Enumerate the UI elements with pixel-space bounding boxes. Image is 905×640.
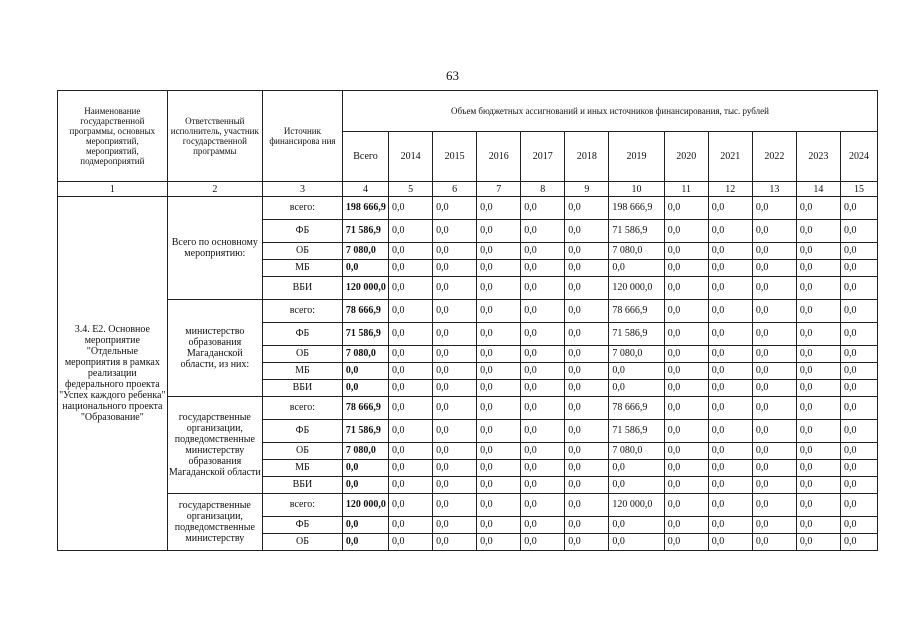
funding-source: ФБ (262, 420, 342, 443)
year-value: 0,0 (840, 443, 877, 460)
year-value: 0,0 (664, 443, 708, 460)
year-value: 0,0 (609, 460, 664, 477)
year-value: 0,0 (565, 346, 609, 363)
column-index: 7 (477, 182, 521, 197)
year-value: 0,0 (708, 477, 752, 494)
year-value: 0,0 (752, 494, 796, 517)
year-value: 0,0 (609, 534, 664, 551)
total-value: 0,0 (342, 460, 388, 477)
year-value: 0,0 (840, 517, 877, 534)
column-index: 8 (521, 182, 565, 197)
year-value: 0,0 (796, 197, 840, 220)
header-year: 2024 (840, 132, 877, 182)
year-value: 7 080,0 (609, 243, 664, 260)
year-value: 0,0 (664, 494, 708, 517)
year-value: 0,0 (477, 260, 521, 277)
year-value: 0,0 (796, 494, 840, 517)
year-value: 0,0 (708, 363, 752, 380)
year-value: 0,0 (796, 420, 840, 443)
responsible-executor: министерство образования Магаданской области, из них: (167, 300, 262, 397)
year-value: 0,0 (565, 460, 609, 477)
year-value: 0,0 (796, 460, 840, 477)
year-value: 0,0 (664, 460, 708, 477)
year-value: 0,0 (389, 460, 433, 477)
year-value: 0,0 (389, 346, 433, 363)
total-value: 71 586,9 (342, 420, 388, 443)
year-value: 0,0 (752, 443, 796, 460)
funding-source: всего: (262, 494, 342, 517)
year-value: 0,0 (521, 420, 565, 443)
funding-source: ОБ (262, 534, 342, 551)
header-year: 2019 (609, 132, 664, 182)
year-value: 0,0 (521, 477, 565, 494)
year-value: 0,0 (433, 220, 477, 243)
year-value: 0,0 (389, 517, 433, 534)
year-value: 0,0 (664, 363, 708, 380)
year-value: 0,0 (477, 534, 521, 551)
header-volume: Объем бюджетных ассигнований и иных источников финансирования, тыс. рублей (342, 91, 877, 132)
year-value: 0,0 (752, 363, 796, 380)
year-value: 0,0 (752, 477, 796, 494)
year-value: 0,0 (521, 243, 565, 260)
year-value: 0,0 (664, 220, 708, 243)
year-value: 0,0 (521, 494, 565, 517)
column-index: 13 (752, 182, 796, 197)
year-value: 0,0 (609, 380, 664, 397)
year-value: 0,0 (609, 477, 664, 494)
year-value: 0,0 (521, 277, 565, 300)
year-value: 0,0 (477, 300, 521, 323)
year-value: 7 080,0 (609, 443, 664, 460)
year-value: 0,0 (389, 494, 433, 517)
header-source: Источник финансирова ния (262, 91, 342, 182)
page-number: 63 (446, 68, 459, 83)
year-value: 78 666,9 (609, 300, 664, 323)
year-value: 0,0 (664, 477, 708, 494)
responsible-executor: Всего по основному мероприятию: (167, 197, 262, 300)
column-index: 14 (796, 182, 840, 197)
year-value: 0,0 (433, 260, 477, 277)
year-value: 0,0 (389, 243, 433, 260)
funding-source: МБ (262, 260, 342, 277)
year-value: 0,0 (433, 346, 477, 363)
total-value: 0,0 (342, 477, 388, 494)
year-value: 0,0 (708, 460, 752, 477)
year-value: 0,0 (752, 534, 796, 551)
year-value: 0,0 (565, 197, 609, 220)
header-year: 2018 (565, 132, 609, 182)
year-value: 0,0 (752, 460, 796, 477)
year-value: 0,0 (565, 260, 609, 277)
year-value: 0,0 (565, 420, 609, 443)
year-value: 0,0 (433, 300, 477, 323)
year-value: 0,0 (521, 346, 565, 363)
year-value: 0,0 (752, 300, 796, 323)
funding-source: всего: (262, 397, 342, 420)
funding-source: ВБИ (262, 277, 342, 300)
year-value: 0,0 (708, 443, 752, 460)
year-value: 0,0 (565, 494, 609, 517)
year-value: 0,0 (433, 534, 477, 551)
year-value: 0,0 (708, 300, 752, 323)
funding-source: МБ (262, 363, 342, 380)
responsible-executor: государственные организации, подведомственные министерству (167, 494, 262, 551)
column-index: 10 (609, 182, 664, 197)
year-value: 0,0 (521, 220, 565, 243)
year-value: 0,0 (752, 220, 796, 243)
column-index: 3 (262, 182, 342, 197)
year-value: 0,0 (708, 380, 752, 397)
total-value: 78 666,9 (342, 397, 388, 420)
year-value: 0,0 (565, 363, 609, 380)
total-value: 71 586,9 (342, 323, 388, 346)
year-value: 0,0 (752, 197, 796, 220)
year-value: 0,0 (477, 420, 521, 443)
year-value: 0,0 (521, 260, 565, 277)
year-value: 0,0 (796, 380, 840, 397)
column-index: 4 (342, 182, 388, 197)
total-value: 71 586,9 (342, 220, 388, 243)
year-value: 0,0 (708, 420, 752, 443)
total-value: 7 080,0 (342, 346, 388, 363)
year-value: 0,0 (840, 323, 877, 346)
year-value: 120 000,0 (609, 494, 664, 517)
total-value: 198 666,9 (342, 197, 388, 220)
header-year: 2023 (796, 132, 840, 182)
table-row (58, 397, 878, 420)
year-value: 0,0 (840, 346, 877, 363)
budget-table (57, 90, 878, 551)
year-value: 0,0 (664, 197, 708, 220)
funding-source: ФБ (262, 220, 342, 243)
year-value: 0,0 (477, 220, 521, 243)
year-value: 198 666,9 (609, 197, 664, 220)
total-value: 0,0 (342, 260, 388, 277)
year-value: 0,0 (840, 534, 877, 551)
total-value: 120 000,0 (342, 277, 388, 300)
column-index: 2 (167, 182, 262, 197)
year-value: 0,0 (664, 534, 708, 551)
year-value: 0,0 (433, 494, 477, 517)
year-value: 0,0 (752, 260, 796, 277)
year-value: 0,0 (477, 494, 521, 517)
measure-name: 3.4. Е2. Основное мероприятие "Отдельные мероприятия в рамках реализации федерального проекта "Успех каждого ребенка" национального проекта "Образование" (58, 197, 168, 551)
year-value: 0,0 (840, 477, 877, 494)
year-value: 0,0 (796, 517, 840, 534)
year-value: 0,0 (389, 397, 433, 420)
year-value: 0,0 (477, 397, 521, 420)
header-name: Наименование государственной программы, основных мероприятий, мероприятий, подмероприятий (58, 91, 168, 182)
header-year: 2017 (521, 132, 565, 182)
year-value: 0,0 (565, 243, 609, 260)
funding-source: ВБИ (262, 380, 342, 397)
year-value: 0,0 (752, 517, 796, 534)
year-value: 0,0 (433, 363, 477, 380)
year-value: 0,0 (840, 494, 877, 517)
total-value: 78 666,9 (342, 300, 388, 323)
column-index: 1 (58, 182, 168, 197)
year-value: 0,0 (565, 443, 609, 460)
budget-table-container (57, 90, 878, 551)
year-value: 0,0 (664, 260, 708, 277)
year-value: 0,0 (521, 300, 565, 323)
total-value: 7 080,0 (342, 243, 388, 260)
total-value: 0,0 (342, 380, 388, 397)
header-year: 2022 (752, 132, 796, 182)
year-value: 0,0 (796, 300, 840, 323)
year-value: 0,0 (796, 443, 840, 460)
year-value: 0,0 (433, 323, 477, 346)
year-value: 0,0 (521, 460, 565, 477)
header-total: Всего (342, 132, 388, 182)
year-value: 0,0 (433, 420, 477, 443)
year-value: 0,0 (433, 243, 477, 260)
year-value: 0,0 (389, 260, 433, 277)
year-value: 0,0 (752, 380, 796, 397)
header-year: 2016 (477, 132, 521, 182)
year-value: 0,0 (796, 363, 840, 380)
total-value: 0,0 (342, 534, 388, 551)
year-value: 0,0 (433, 380, 477, 397)
funding-source: всего: (262, 300, 342, 323)
total-value: 0,0 (342, 363, 388, 380)
year-value: 0,0 (477, 277, 521, 300)
year-value: 0,0 (521, 197, 565, 220)
year-value: 0,0 (664, 300, 708, 323)
year-value: 0,0 (708, 277, 752, 300)
header-year: 2020 (664, 132, 708, 182)
year-value: 0,0 (752, 420, 796, 443)
year-value: 0,0 (521, 397, 565, 420)
year-value: 0,0 (796, 220, 840, 243)
year-value: 0,0 (521, 363, 565, 380)
year-value: 0,0 (664, 323, 708, 346)
year-value: 0,0 (477, 346, 521, 363)
column-index: 5 (389, 182, 433, 197)
year-value: 0,0 (389, 420, 433, 443)
funding-source: ФБ (262, 323, 342, 346)
year-value: 0,0 (477, 443, 521, 460)
funding-source: ОБ (262, 346, 342, 363)
year-value: 0,0 (708, 494, 752, 517)
year-value: 0,0 (796, 534, 840, 551)
year-value: 0,0 (389, 300, 433, 323)
year-value: 0,0 (521, 380, 565, 397)
year-value: 0,0 (433, 460, 477, 477)
year-value: 0,0 (840, 260, 877, 277)
year-value: 71 586,9 (609, 323, 664, 346)
year-value: 0,0 (565, 477, 609, 494)
year-value: 0,0 (477, 243, 521, 260)
year-value: 0,0 (752, 243, 796, 260)
year-value: 0,0 (664, 517, 708, 534)
year-value: 0,0 (840, 460, 877, 477)
year-value: 0,0 (477, 380, 521, 397)
funding-source: ВБИ (262, 477, 342, 494)
year-value: 0,0 (840, 397, 877, 420)
year-value: 0,0 (433, 517, 477, 534)
year-value: 0,0 (840, 243, 877, 260)
year-value: 0,0 (389, 443, 433, 460)
year-value: 0,0 (433, 443, 477, 460)
year-value: 0,0 (708, 220, 752, 243)
year-value: 0,0 (389, 277, 433, 300)
column-index: 9 (565, 182, 609, 197)
year-value: 0,0 (708, 260, 752, 277)
year-value: 0,0 (609, 517, 664, 534)
year-value: 120 000,0 (609, 277, 664, 300)
column-index: 6 (433, 182, 477, 197)
year-value: 0,0 (433, 397, 477, 420)
year-value: 0,0 (840, 300, 877, 323)
column-index: 12 (708, 182, 752, 197)
year-value: 0,0 (796, 323, 840, 346)
funding-source: ФБ (262, 517, 342, 534)
year-value: 0,0 (477, 477, 521, 494)
funding-source: всего: (262, 197, 342, 220)
year-value: 0,0 (708, 397, 752, 420)
total-value: 0,0 (342, 517, 388, 534)
year-value: 0,0 (389, 197, 433, 220)
year-value: 0,0 (708, 534, 752, 551)
year-value: 0,0 (796, 277, 840, 300)
total-value: 120 000,0 (342, 494, 388, 517)
year-value: 0,0 (565, 380, 609, 397)
responsible-executor: государственные организации, подведомственные министерству образования Магаданской области (167, 397, 262, 494)
year-value: 0,0 (565, 517, 609, 534)
year-value: 0,0 (565, 277, 609, 300)
year-value: 0,0 (477, 363, 521, 380)
column-index: 15 (840, 182, 877, 197)
year-value: 0,0 (840, 197, 877, 220)
year-value: 7 080,0 (609, 346, 664, 363)
year-value: 0,0 (752, 346, 796, 363)
year-value: 0,0 (389, 220, 433, 243)
year-value: 0,0 (521, 517, 565, 534)
year-value: 0,0 (708, 517, 752, 534)
funding-source: МБ (262, 460, 342, 477)
funding-source: ОБ (262, 243, 342, 260)
year-value: 0,0 (433, 477, 477, 494)
year-value: 0,0 (796, 397, 840, 420)
year-value: 0,0 (840, 380, 877, 397)
year-value: 0,0 (565, 534, 609, 551)
year-value: 71 586,9 (609, 220, 664, 243)
table-row (58, 197, 878, 220)
year-value: 0,0 (433, 277, 477, 300)
year-value: 78 666,9 (609, 397, 664, 420)
year-value: 71 586,9 (609, 420, 664, 443)
header-responsible: Ответственный исполнитель, участник государственной программы (167, 91, 262, 182)
year-value: 0,0 (664, 346, 708, 363)
year-value: 0,0 (664, 277, 708, 300)
year-value: 0,0 (389, 477, 433, 494)
year-value: 0,0 (389, 380, 433, 397)
year-value: 0,0 (521, 323, 565, 346)
year-value: 0,0 (477, 323, 521, 346)
year-value: 0,0 (708, 346, 752, 363)
year-value: 0,0 (565, 397, 609, 420)
year-value: 0,0 (565, 323, 609, 346)
year-value: 0,0 (477, 460, 521, 477)
column-index: 11 (664, 182, 708, 197)
year-value: 0,0 (752, 323, 796, 346)
year-value: 0,0 (433, 197, 477, 220)
year-value: 0,0 (840, 363, 877, 380)
year-value: 0,0 (796, 260, 840, 277)
year-value: 0,0 (477, 517, 521, 534)
year-value: 0,0 (708, 243, 752, 260)
year-value: 0,0 (664, 397, 708, 420)
year-value: 0,0 (708, 197, 752, 220)
year-value: 0,0 (664, 243, 708, 260)
header-year: 2021 (708, 132, 752, 182)
year-value: 0,0 (752, 277, 796, 300)
year-value: 0,0 (521, 443, 565, 460)
table-row (58, 300, 878, 323)
year-value: 0,0 (521, 534, 565, 551)
year-value: 0,0 (752, 397, 796, 420)
year-value: 0,0 (664, 420, 708, 443)
year-value: 0,0 (840, 220, 877, 243)
year-value: 0,0 (389, 534, 433, 551)
year-value: 0,0 (389, 363, 433, 380)
year-value: 0,0 (609, 363, 664, 380)
year-value: 0,0 (796, 346, 840, 363)
year-value: 0,0 (664, 380, 708, 397)
header-year: 2015 (433, 132, 477, 182)
year-value: 0,0 (477, 197, 521, 220)
funding-source: ОБ (262, 443, 342, 460)
header-year: 2014 (389, 132, 433, 182)
year-value: 0,0 (840, 420, 877, 443)
year-value: 0,0 (840, 277, 877, 300)
year-value: 0,0 (708, 323, 752, 346)
year-value: 0,0 (565, 220, 609, 243)
year-value: 0,0 (796, 477, 840, 494)
year-value: 0,0 (565, 300, 609, 323)
year-value: 0,0 (796, 243, 840, 260)
table-row (58, 494, 878, 517)
year-value: 0,0 (609, 260, 664, 277)
year-value: 0,0 (389, 323, 433, 346)
total-value: 7 080,0 (342, 443, 388, 460)
